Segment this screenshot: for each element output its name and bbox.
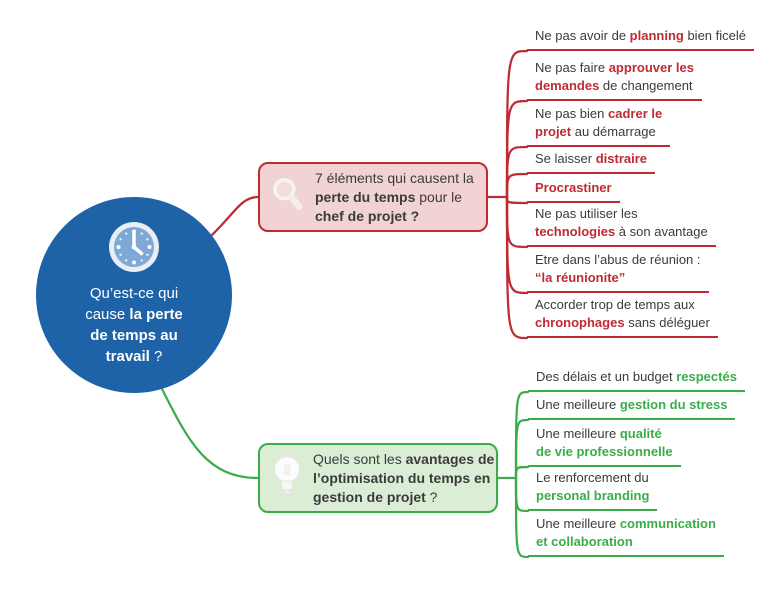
text-line: et collaboration xyxy=(536,534,633,549)
text-line: l’optimisation du temps en xyxy=(313,469,491,486)
text-line: demandes de changement xyxy=(535,78,693,93)
text-line: “la réunionite” xyxy=(535,270,626,285)
benefits-branch-node[interactable] xyxy=(258,443,498,513)
text-line: Des délais et un budget respectés xyxy=(536,369,737,384)
text-line: Ne pas avoir de planning bien ficelé xyxy=(535,28,746,43)
text-line: technologies à son avantage xyxy=(535,224,708,239)
magnifier-icon xyxy=(268,175,308,219)
text-line: Le renforcement du xyxy=(536,470,649,485)
mindmap-item-benefits-3[interactable] xyxy=(528,425,681,467)
mindmap-item-causes-7[interactable] xyxy=(527,251,709,293)
mindmap-item-causes-6[interactable] xyxy=(527,205,716,247)
mindmap-item-benefits-2[interactable] xyxy=(528,396,735,420)
mindmap-item-causes-3[interactable] xyxy=(527,105,670,147)
text-line: 7 éléments qui causent la xyxy=(315,169,474,186)
text-line: Ne pas bien cadrer le xyxy=(535,106,663,121)
text-line: Se laisser distraire xyxy=(535,151,648,166)
text-line: chronophages sans déléguer xyxy=(535,315,710,330)
mindmap-item-benefits-5[interactable] xyxy=(528,515,724,557)
text-line: gestion de projet ? xyxy=(313,488,438,505)
text-line: personal branding xyxy=(536,488,650,503)
connector-path xyxy=(516,478,528,511)
connector-path xyxy=(162,389,258,478)
text-line: Qu’est-ce qui xyxy=(89,285,179,302)
text-line: Ne pas utiliser les xyxy=(535,206,638,221)
text-line: perte du temps pour le xyxy=(315,188,463,205)
text-line: cause la perte xyxy=(85,306,183,323)
mindmap-item-benefits-4[interactable] xyxy=(528,469,657,511)
mindmap-item-causes-4[interactable] xyxy=(527,150,655,174)
mindmap-item-causes-1[interactable] xyxy=(527,27,754,51)
connector-path xyxy=(507,197,527,247)
text-line: Procrastiner xyxy=(535,180,612,195)
text-line: Une meilleure communication xyxy=(536,516,716,531)
causes-branch-text xyxy=(315,169,474,226)
connector-path xyxy=(507,197,527,338)
text-line: Etre dans l’abus de réunion : xyxy=(535,252,701,267)
connector-path xyxy=(507,51,527,197)
connector-path xyxy=(516,478,528,557)
text-line: Une meilleure qualité xyxy=(536,426,662,441)
causes-branch-node[interactable] xyxy=(258,162,488,232)
mindmap-item-causes-5[interactable] xyxy=(527,179,620,203)
text-line: Une meilleure gestion du stress xyxy=(536,397,728,412)
mindmap-item-causes-8[interactable] xyxy=(527,296,718,338)
text-line: Ne pas faire approuver les xyxy=(535,60,694,75)
connector-path xyxy=(507,101,527,197)
text-line: Quels sont les avantages de xyxy=(313,450,495,467)
connector-path xyxy=(516,467,528,478)
mindmap-item-causes-2[interactable] xyxy=(527,59,702,101)
connector-path xyxy=(211,197,258,236)
connector-path xyxy=(507,147,527,197)
connector-path xyxy=(507,174,527,197)
clock-icon xyxy=(106,219,162,275)
mindmap-item-benefits-1[interactable] xyxy=(528,368,745,392)
lightbulb-icon xyxy=(268,453,306,503)
connector-path xyxy=(507,197,527,293)
central-topic-node[interactable] xyxy=(36,197,232,393)
text-line: Accorder trop de temps aux xyxy=(535,297,695,312)
text-line: de vie professionnelle xyxy=(536,444,673,459)
connector-path xyxy=(516,420,528,478)
benefits-branch-text xyxy=(313,450,494,507)
central-topic-text xyxy=(85,283,183,367)
connector-path xyxy=(516,392,528,478)
text-line: travail ? xyxy=(105,348,163,365)
text-line: chef de projet ? xyxy=(315,207,420,224)
connector-path xyxy=(507,197,527,203)
text-line: de temps au xyxy=(90,327,178,344)
text-line: projet au démarrage xyxy=(535,124,656,139)
